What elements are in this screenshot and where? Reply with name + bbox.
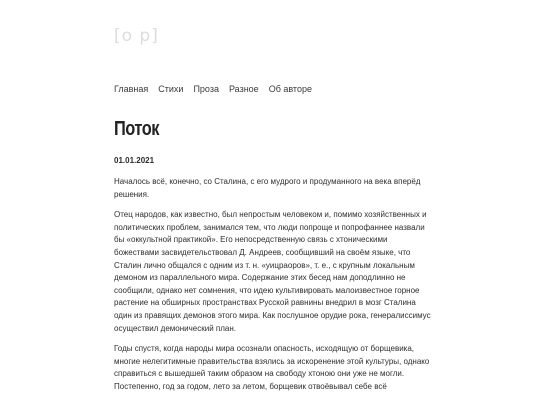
nav-item-prose[interactable]: Проза bbox=[193, 84, 219, 94]
post-content bbox=[114, 176, 432, 402]
nav-item-about[interactable]: Об авторе bbox=[268, 84, 312, 94]
post-title: Поток bbox=[114, 118, 159, 140]
post-paragraph: Годы спустя, когда народы мира осознали опасность, исходящую от борщевика, многие нелегитимные правительства взялись за искоренение этой культуры, однако справиться с вышедшей таким образом на свободу хтоною они уже не могли. Постепенно, год за годом, лето за летом, борщевик отвоёвывал себе всё bbox=[114, 344, 430, 391]
post-paragraph: Началось всё, конечно, со Сталина, с его мудрого и продуманного на века вперёд решения. bbox=[114, 177, 421, 199]
main-nav bbox=[114, 84, 312, 94]
post-paragraph: Отец народов, как известно, был непростым человеком и, помимо хозяйственных и политических проблем, занимался тем, что люди попроще и попрофаннее назвали бы «оккультной практикой». Его непосредственную связь с хтоническими божествами засвидетельствовал Д. Андреев, сообщивший на своём языке, что Сталин лично общался с одним из т. н. «уицраоров», т. е., с крупным локальным демоном из параллельного мира. Содержание этих бесед нам доподлинно не сообщили, однако нет сомнения, что идею культивировать малоизвестное горное растение на обширных пространствах Русской равнины внедрил в мозг Сталина один из правящих демонов этого мира. Как послушное орудие рока, генералиссимус осуществил демонический план. bbox=[114, 210, 431, 333]
nav-item-home[interactable]: Главная bbox=[114, 84, 149, 94]
site-logo[interactable]: [o p] bbox=[114, 26, 159, 46]
post-date: 01.01.2021 bbox=[114, 156, 155, 165]
nav-item-poems[interactable]: Стихи bbox=[158, 84, 184, 94]
nav-item-misc[interactable]: Разное bbox=[228, 84, 259, 94]
